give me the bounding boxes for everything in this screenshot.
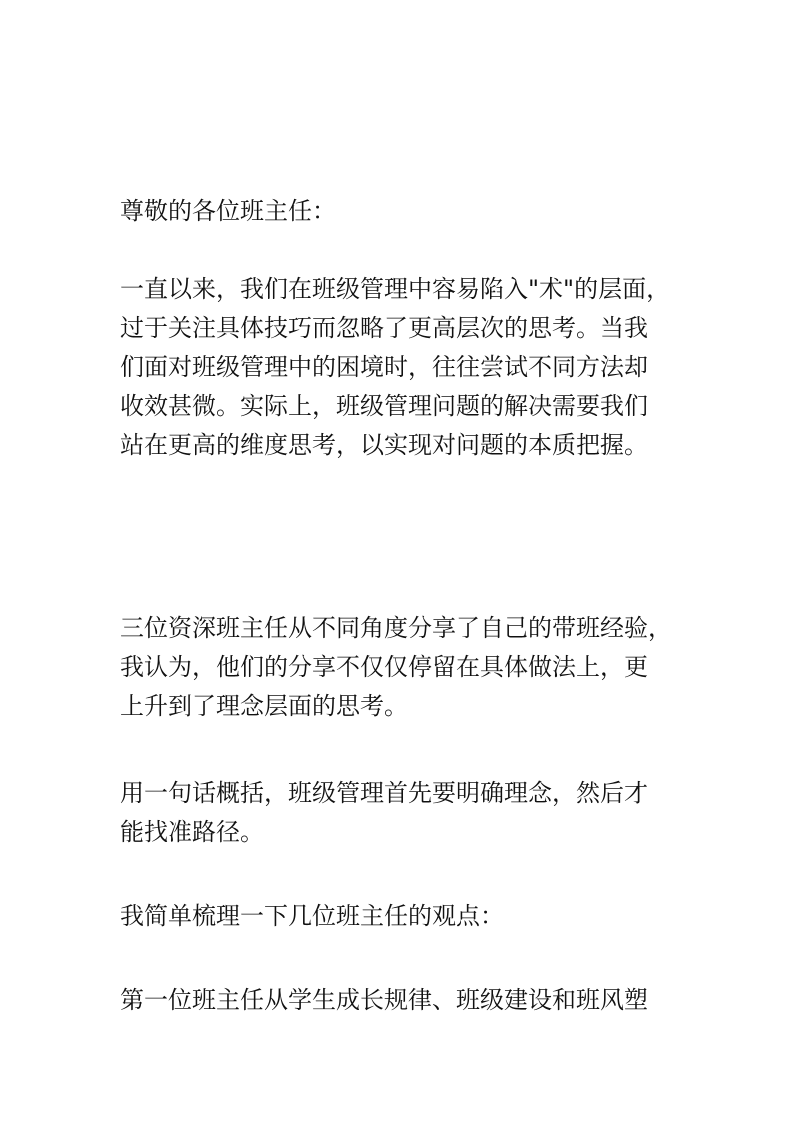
paragraph-line: 过于关注具体技巧而忽略了更高层次的思考。当我: [120, 314, 648, 342]
paragraph-outline-intro: [120, 897, 700, 936]
paragraph-line: 一直以来，我们在班级管理中容易陷入"术"的层面，: [120, 275, 671, 303]
paragraph-line: 第一位班主任从学生成长规律、班级建设和班风塑: [120, 986, 648, 1014]
paragraph-line: 能找准路径。: [120, 818, 264, 846]
paragraph-line: 们面对班级管理中的困境时，往往尝试不同方法却: [120, 353, 648, 381]
paragraph-line: 三位资深班主任从不同角度分享了自己的带班经验，: [120, 614, 672, 642]
paragraph-line: 站在更高的维度思考，以实现对问题的本质把握。: [120, 431, 648, 459]
paragraph-line: 上升到了理念层面的思考。: [120, 692, 408, 720]
paragraph-line: 我简单梳理一下几位班主任的观点：: [120, 902, 504, 930]
salutation: [120, 192, 700, 231]
paragraph-three-teachers: [120, 609, 700, 726]
paragraph-intro: [120, 270, 700, 465]
paragraph-line: 收效甚微。实际上，班级管理问题的解决需要我们: [120, 392, 648, 420]
paragraph-line: 我认为，他们的分享不仅仅停留在具体做法上，更: [120, 653, 648, 681]
paragraph-first-teacher: [120, 981, 700, 1020]
paragraph-line: 用一句话概括，班级管理首先要明确理念，然后才: [120, 779, 648, 807]
salutation-line: 尊敬的各位班主任：: [120, 197, 336, 225]
paragraph-summary: [120, 774, 700, 852]
